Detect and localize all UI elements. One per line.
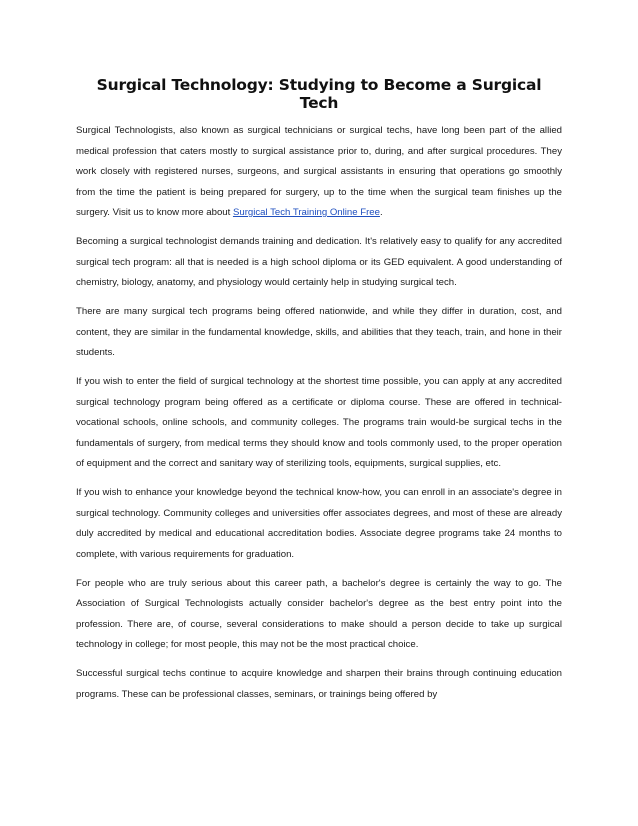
paragraph-intro-end: . <box>379 207 383 218</box>
paragraph-continuing-education: Successful surgical techs continue to acquire knowledge and sharpen their brains through continuing education programs. These can be professional classes, seminars, or trainings being offered by <box>76 668 562 700</box>
paragraph-intro-text: Surgical Technologists, also known as surgical technicians or surgical techs, have long been part of the allied medical profession that caters mostly to surgical assistance prior to, during, and after surgical procedures. They work closely with registered nurses, surgeons, and surgical assistants in ensuring that operations go smoothly from the time the patient is being prepared for surgery, up to the time when the surgical team finishes up the surgery. Visit us to know more about <box>76 125 562 218</box>
paragraph-associate: If you wish to enhance your knowledge beyond the technical know-how, you can enroll in an associate's degree in surgical technology. Community colleges and universities offer associates degrees, and most of these are already duly accredited by medical and educational accreditation bodies. Associate degree programs take 24 months to complete, with various requirements for graduation. <box>76 487 562 560</box>
paragraph-programs: There are many surgical tech programs being offered nationwide, and while they differ in duration, cost, and content, they are similar in the fundamental knowledge, skills, and abilities that they teach, train, and hone in their students. <box>76 306 562 358</box>
paragraph-intro <box>76 121 562 224</box>
paragraph-requirements: Becoming a surgical technologist demands training and dedication. It's relatively easy to qualify for any accredited surgical tech program: all that is needed is a high school diploma or its GED equivalent. A good understanding of chemistry, biology, anatomy, and physiology would certainly help in studying surgical tech. <box>76 236 562 288</box>
paragraph-certificate: If you wish to enter the field of surgical technology at the shortest time possible, you can apply at any accredited surgical technology program being offered as a certificate or diploma course. These are offered in technical-vocational schools, online schools, and community colleges. The programs train would-be surgical techs in the fundamentals of surgery, from medical terms they should know and tools commonly used, to the proper operation of equipment and the correct and sanitary way of sterilizing tools, equipments, surgical supplies, etc. <box>76 376 562 469</box>
paragraph-bachelor: For people who are truly serious about this career path, a bachelor's degree is certainly the way to go. The Association of Surgical Technologists actually consider bachelor's degree as the best entry point into the profession. There are, of course, several considerations to make should a person decide to take up surgical technology in college; for most people, this may not be the most practical choice. <box>76 577 562 650</box>
surgical-tech-training-link[interactable]: Surgical Tech Training Online Free <box>232 207 380 218</box>
document-title: Surgical Technology: Studying to Become a Surgical Tech <box>96 76 542 112</box>
